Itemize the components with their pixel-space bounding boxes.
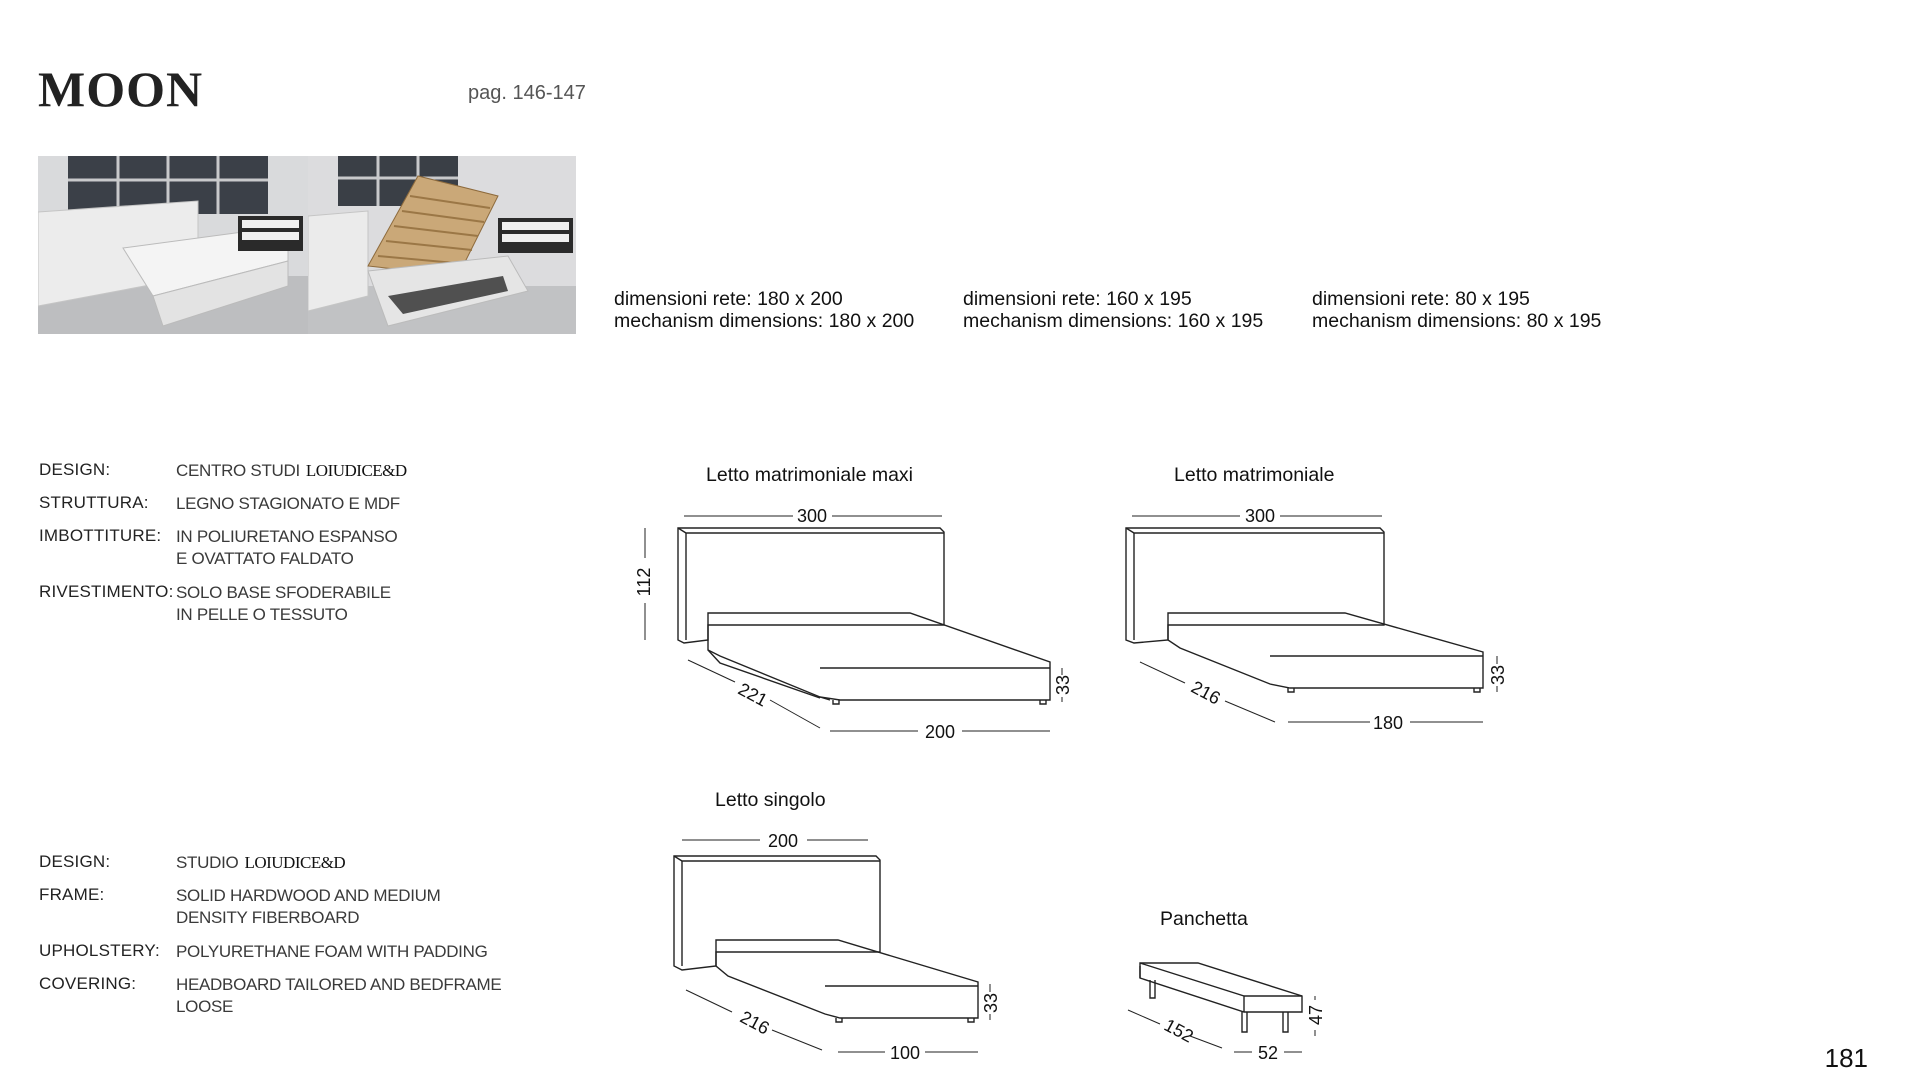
spec-label: UPHOLSTERY: <box>39 941 160 960</box>
dimension-base-height: 33 <box>981 992 1001 1014</box>
drawing-label-matrimoniale: Letto matrimoniale <box>1174 464 1335 486</box>
brand-logo: LOIUDICE&D <box>305 461 407 480</box>
spec-label: RIVESTIMENTO: <box>39 582 174 601</box>
drawing-label-singolo: Letto singolo <box>715 789 826 811</box>
spec-value: STUDIO LOIUDICE&D <box>176 853 346 872</box>
dimension-depth: 152 <box>1160 1014 1197 1047</box>
dimension-mattress: 100 <box>889 1043 921 1063</box>
drawing-label-maxi: Letto matrimoniale maxi <box>706 464 913 486</box>
dimension-base-height: 33 <box>1488 664 1508 686</box>
product-title: MOON <box>38 61 204 117</box>
dimension-width: 200 <box>767 831 799 851</box>
spec-value: CENTRO STUDI LOIUDICE&D <box>176 461 407 480</box>
spec-value: POLYURETHANE FOAM WITH PADDING <box>176 942 488 961</box>
spec-label: DESIGN: <box>39 852 111 871</box>
dimension-height: 112 <box>634 567 654 597</box>
dimension-mattress: 200 <box>924 722 956 742</box>
dimension-height: 47 <box>1306 1004 1326 1026</box>
brand-logo: LOIUDICE&D <box>244 853 346 872</box>
dimension-width: 300 <box>1244 506 1276 526</box>
mechanism-dimension: mechanism dimensions: 160 x 195 <box>963 310 1264 332</box>
dimension-base-height: 33 <box>1053 674 1073 696</box>
drawing-label-panchetta: Panchetta <box>1160 908 1248 930</box>
spec-label: FRAME: <box>39 885 105 904</box>
spec-value: SOLID HARDWOOD AND MEDIUM DENSITY FIBERBOARD <box>176 886 441 927</box>
mechanism-dimension: mechanism dimensions: 80 x 195 <box>1312 310 1602 332</box>
rete-dimension: dimensioni rete: 80 x 195 <box>1312 288 1530 310</box>
rete-dimension: dimensioni rete: 180 x 200 <box>614 288 843 310</box>
spec-value: HEADBOARD TAILORED AND BEDFRAME LOOSE <box>176 975 502 1016</box>
mechanism-dimension: mechanism dimensions: 180 x 200 <box>614 310 915 332</box>
rete-dimension: dimensioni rete: 160 x 195 <box>963 288 1192 310</box>
spec-label: COVERING: <box>39 974 137 993</box>
dimension-mattress: 180 <box>1372 713 1404 733</box>
page-number: 181 <box>1824 1043 1868 1073</box>
dimension-width: 52 <box>1257 1043 1279 1063</box>
dimension-depth: 216 <box>1187 676 1224 709</box>
dimension-depth: 221 <box>734 678 771 711</box>
spec-value: LEGNO STAGIONATO E MDF <box>176 494 400 513</box>
spec-label: IMBOTTITURE: <box>39 526 162 545</box>
page-reference: pag. 146-147 <box>468 82 586 104</box>
dimension-depth: 216 <box>736 1006 773 1039</box>
spec-value: IN POLIURETANO ESPANSO E OVATTATO FALDATO <box>176 527 398 568</box>
spec-label: DESIGN: <box>39 460 111 479</box>
spec-value: SOLO BASE SFODERABILE IN PELLE O TESSUTO <box>176 583 391 624</box>
spec-label: STRUTTURA: <box>39 493 149 512</box>
dimension-width: 300 <box>796 506 828 526</box>
